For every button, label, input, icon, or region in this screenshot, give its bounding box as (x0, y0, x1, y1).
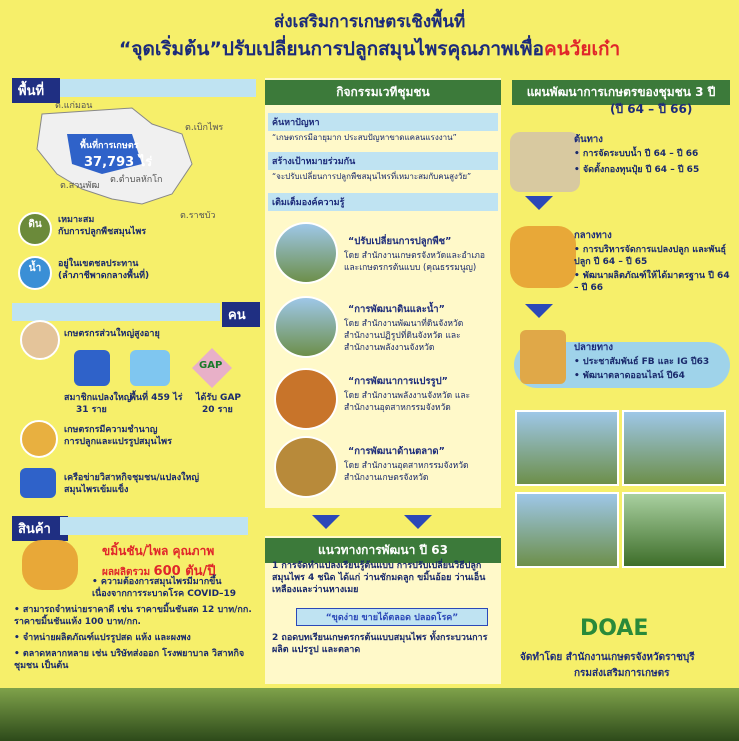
map-label-3: ต.ตำบลหักโก (110, 175, 163, 185)
down-arrow-icon (525, 196, 553, 210)
credit-line2: กรมส่งเสริมการเกษตร (574, 668, 670, 679)
meeting-photo-2 (622, 410, 726, 486)
gap-badge: GAP (199, 360, 223, 371)
down-arrow-icon (312, 515, 340, 529)
development-point-2: 2 ถอดบทเรียนเกษตรกรต้นแบบสมุนไพร ทั้งกระบวนการ ผลิต แปรรูป และตลาด (272, 633, 488, 655)
network-text: เครือข่ายวิสาหกิจชุมชน/แปลงใหญ่ สมุนไพรเข้มแข็ง (64, 473, 200, 495)
area-bar (60, 79, 256, 97)
map-label-5: ต.ราชบัว (180, 211, 216, 221)
phase-3-bullet-1: • ประชาสัมพันธ์ FB และ IG ปี63 (574, 356, 734, 368)
activity-4-title: “การพัฒนาด้านตลาด” (348, 446, 445, 457)
map-label-1: ต.แก่มอน (55, 101, 93, 111)
activity-photo-3 (274, 368, 338, 430)
down-arrow-icon (525, 304, 553, 318)
title-line1: ส่งเสริมการเกษตรเชิงพื้นที่ (273, 12, 466, 32)
farmers-icon (74, 350, 110, 386)
field-photo (622, 492, 726, 568)
network-icon (20, 468, 56, 498)
phase-2-bullet-1: • การบริหารจัดการแปลงปลูก และพันธุ์ปลูก ปี 64 – ปี 65 (574, 244, 734, 268)
product-bullet-1: • ความต้องการสมุนไพรมีมากขึ้น เนื่องจากการระบาดโรค COVID–19 (92, 576, 252, 600)
phase-3-title: ปลายทาง (574, 342, 613, 353)
down-arrow-icon (404, 515, 432, 529)
credit-line1: จัดทำโดย สำนักงานเกษตรจังหวัดราชบุรี (520, 652, 695, 663)
phase-1-bullet-1: • การจัดระบบน้ำ ปี 64 – ปี 66 (574, 148, 734, 160)
stat-members-label: สมาชิกแปลงใหญ่ (64, 393, 132, 403)
turmeric-product-icon (22, 540, 78, 590)
plan-heading: แผนพัฒนาการเกษตรของชุมชน 3 ปี (512, 80, 730, 105)
area-value: 37,793 ไร่ (84, 155, 153, 170)
title-line2-prefix: “จุดเริ่มต้น”ปรับเปลี่ยนการปลูกสมุนไพรคุณภาพเพื่อ (118, 38, 544, 60)
product-bullet-2: • สามารถจำหน่ายราคาดี เช่น ราคาขมิ้นชันสด 12 บาท/กก. ราคาขมิ้นชันแห้ง 100 บาท/กก. (14, 604, 254, 628)
water-icon: น้ำ (18, 256, 52, 290)
problem-text: “เกษตรกรมีอายุมาก ประสบปัญหาขาดแคลนแรงงาน” (272, 133, 457, 142)
meeting-photo-1 (515, 410, 619, 486)
activity-3-text: โดย สำนักงานพลังงานจังหวัด และสำนักงานอุตสาหกรรมจังหวัด (344, 391, 471, 413)
activity-4-text: โดย สำนักงานอุตสาหกรรมจังหวัด สำนักงานเกษตรจังหวัด (344, 461, 469, 483)
product-item: ขมิ้นชัน/ไพล คุณภาพ (102, 544, 215, 558)
area-heading: พื้นที่ (12, 78, 60, 103)
title-line2 (0, 34, 739, 64)
product-heading: สินค้า (12, 516, 68, 541)
activity-photo-4 (274, 436, 338, 498)
knowledge-title: เติมเต็มองค์ความรู้ (268, 193, 498, 211)
product-bar (60, 517, 248, 535)
development-slogan: “ขุดง่าย ขายได้ตลอด ปลอดโรค” (296, 608, 488, 626)
development-point-1: 1 การจัดทำแปลงเรียนรู้ต้นแบบ การปรับเปลี่ยนวิธีปลูกสมุนไพร 4 ชนิด ได้แก่ ว่านชักมดลูก ขมิ้นอ้อย ว่านเอ็นเหลืองและว่านหางเมย (272, 561, 486, 595)
doae-logo: DOAE (580, 616, 649, 641)
activity-photo-2 (274, 296, 338, 358)
shopping-bag-icon (520, 330, 566, 384)
yield-prefix: ผลผลิตรวม (102, 567, 151, 578)
field-icon (130, 350, 170, 386)
goal-text: “จะปรับเปลี่ยนการปลูกพืชสมุนไพรที่เหมาะสมกับคนสูงวัย” (272, 172, 472, 181)
phase-2-title: กลางทาง (574, 230, 612, 241)
elderly-text: เกษตรกรส่วนใหญ่สูงอายุ (64, 329, 160, 339)
skill-text: เกษตรกรมีความชำนาญ การปลูกและแปรรูปสมุนไพร (64, 425, 172, 447)
product-bullet-4: • ตลาดหลากหลาย เช่น บริษัทส่งออก โรงพยาบาล วิสาหกิจชุมชน เป็นต้น (14, 648, 254, 672)
map-label-4: ต.สวนพัฒ (60, 181, 100, 191)
soil-text: เหมาะสม กับการปลูกพืชสมุนไพร (58, 215, 147, 237)
activity-2-text: โดย สำนักงานพัฒนาที่ดินจังหวัด สำนักงานปฏิรูปที่ดินจังหวัด และสำนักงานพลังงานจังหวัด (344, 319, 464, 353)
stat-gap-label: ได้รับ GAP (196, 393, 241, 403)
meeting-photo-3 (515, 492, 619, 568)
phase-1-bullet-2: • จัดตั้งกองทุนปุ๋ย ปี 64 – ปี 65 (574, 164, 734, 176)
stat-members-value: 31 ราย (76, 405, 107, 415)
activity-photo-1 (274, 222, 338, 284)
phase-1-title: ต้นทาง (574, 134, 603, 145)
activity-1-text: โดย สำนักงานเกษตรจังหวัดและอำเภอ และเกษตรกรต้นแบบ (คุณธรรมนูญ) (344, 251, 485, 273)
activity-1-title: “ปรับเปลี่ยนการปลูกพืช” (348, 236, 452, 247)
stat-area-label: พื้นที่ 459 ไร่ (130, 393, 183, 403)
water-text: อยู่ในเขตชลประทาน (ลำภาชีพาดกลางพื้นที่) (58, 259, 150, 281)
activity-2-title: “การพัฒนาดินและน้ำ” (348, 304, 445, 315)
problem-title: ค้นหาปัญหา (268, 113, 498, 131)
stat-gap-value: 20 ราย (202, 405, 233, 415)
area-header (12, 78, 252, 98)
people-bar (12, 303, 220, 321)
elderly-icon (20, 320, 60, 360)
activity-3-title: “การพัฒนาการแปรรูป” (348, 376, 448, 387)
goal-title: สร้างเป้าหมายร่วมกัน (268, 152, 498, 170)
activities-heading: กิจกรรมเวทีชุมชน (265, 80, 501, 105)
plan-years: (ปี 64 – ปี 66) (610, 102, 693, 116)
development-heading: แนวทางการพัฒนา ปี 63 (265, 538, 501, 563)
product-bullet-3: • จำหน่ายผลิตภัณฑ์แปรรูปสด แห้ง และผงพง (14, 632, 254, 644)
phase-2-image (510, 226, 576, 288)
turmeric-icon (20, 420, 58, 458)
yield-value: 600 ตัน/ปี (153, 564, 216, 579)
grass-footer (0, 688, 739, 741)
phase-2-bullet-2: • พัฒนาผลิตภัณฑ์ให้ได้มาตรฐาน ปี 64 – ปี 66 (574, 270, 734, 294)
map-label-2: ต.เบิกไพร (185, 123, 224, 133)
phase-1-image (510, 132, 580, 192)
area-label: พื้นที่การเกษตร (80, 141, 139, 151)
title-line2-highlight: คนวัยเก๋า (543, 38, 621, 60)
phase-3-bullet-2: • พัฒนาตลาดออนไลน์ ปี64 (574, 370, 734, 382)
soil-icon: ดิน (18, 212, 52, 246)
people-heading: คน (222, 302, 260, 327)
